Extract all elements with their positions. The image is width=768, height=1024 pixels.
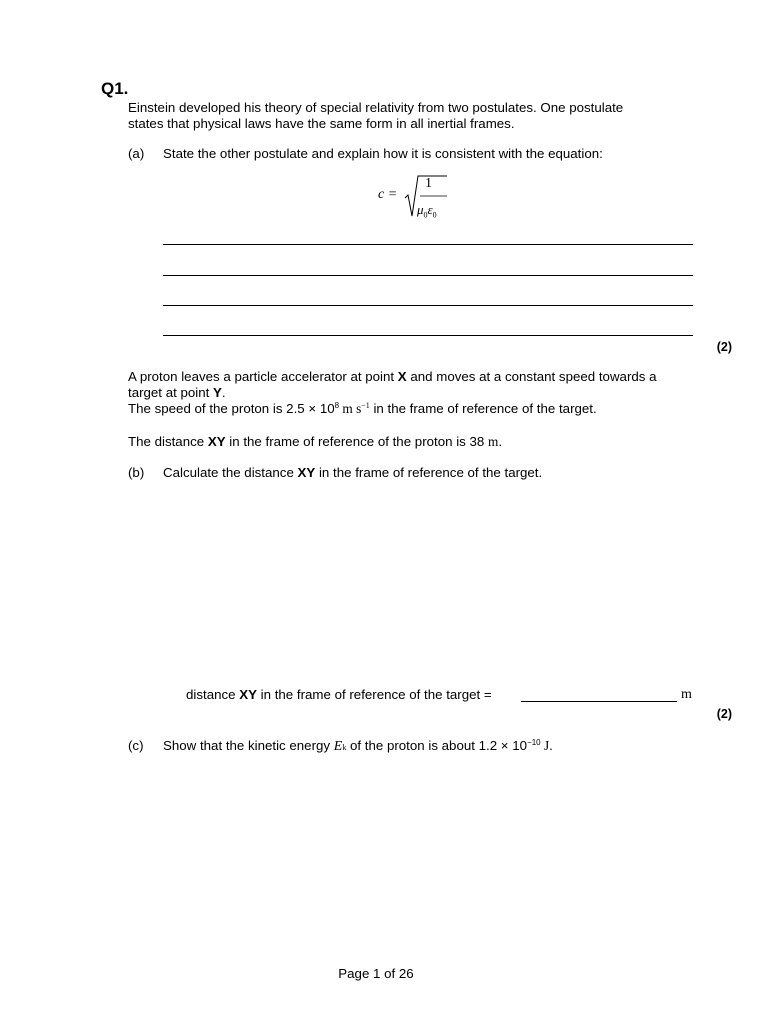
answer-line[interactable] [163, 244, 693, 245]
part-b-prompt: Calculate the distance XY in the frame of reference of the target. [163, 465, 543, 480]
part-b-answer-row: distance XY in the frame of reference of the target = [186, 687, 492, 702]
part-a-prompt: State the other postulate and explain how it is consistent with the equation: [163, 146, 603, 161]
equation-lhs: c = [378, 187, 398, 202]
speed-of-light-equation [378, 174, 458, 222]
part-a-label: (a) [128, 146, 145, 161]
scenario-line-2: target at point Y. [128, 385, 226, 400]
part-c-prompt: Show that the kinetic energy Ek of the proton is about $1.2 \times 10^{-10}$ J. [163, 738, 553, 754]
page-number: Page 1 of 26 [338, 966, 414, 981]
part-b-label: (b) [128, 465, 145, 480]
distance-answer-blank[interactable] [521, 701, 677, 702]
distance-answer-unit: m [681, 687, 692, 702]
scenario-line-3: The speed of the proton is $2.5 \times 10^8$ m $s^{-1}$ in the frame of reference of the target. [128, 401, 597, 416]
scenario-line-4: The distance XY in the frame of reference of the proton is 38 m. [128, 434, 503, 449]
scenario-line-1: A proton leaves a particle accelerator at point X and moves at a constant speed towards a [128, 369, 657, 384]
answer-line[interactable] [163, 305, 693, 306]
answer-line[interactable] [163, 335, 693, 336]
question-intro-line-2: states that physical laws have the same form in all inertial frames. [128, 116, 515, 131]
part-a-marks: (2) [716, 340, 732, 354]
equation-denominator: $\mu_0\varepsilon_0$ [417, 202, 437, 220]
answer-line[interactable] [163, 275, 693, 276]
equation-numerator: 1 [425, 176, 432, 191]
question-number: Q1. [101, 79, 129, 98]
part-b-marks: (2) [716, 707, 732, 721]
question-intro-line-1: Einstein developed his theory of special relativity from two postulates. One postulate [128, 100, 624, 115]
part-c-label: (c) [128, 738, 144, 753]
